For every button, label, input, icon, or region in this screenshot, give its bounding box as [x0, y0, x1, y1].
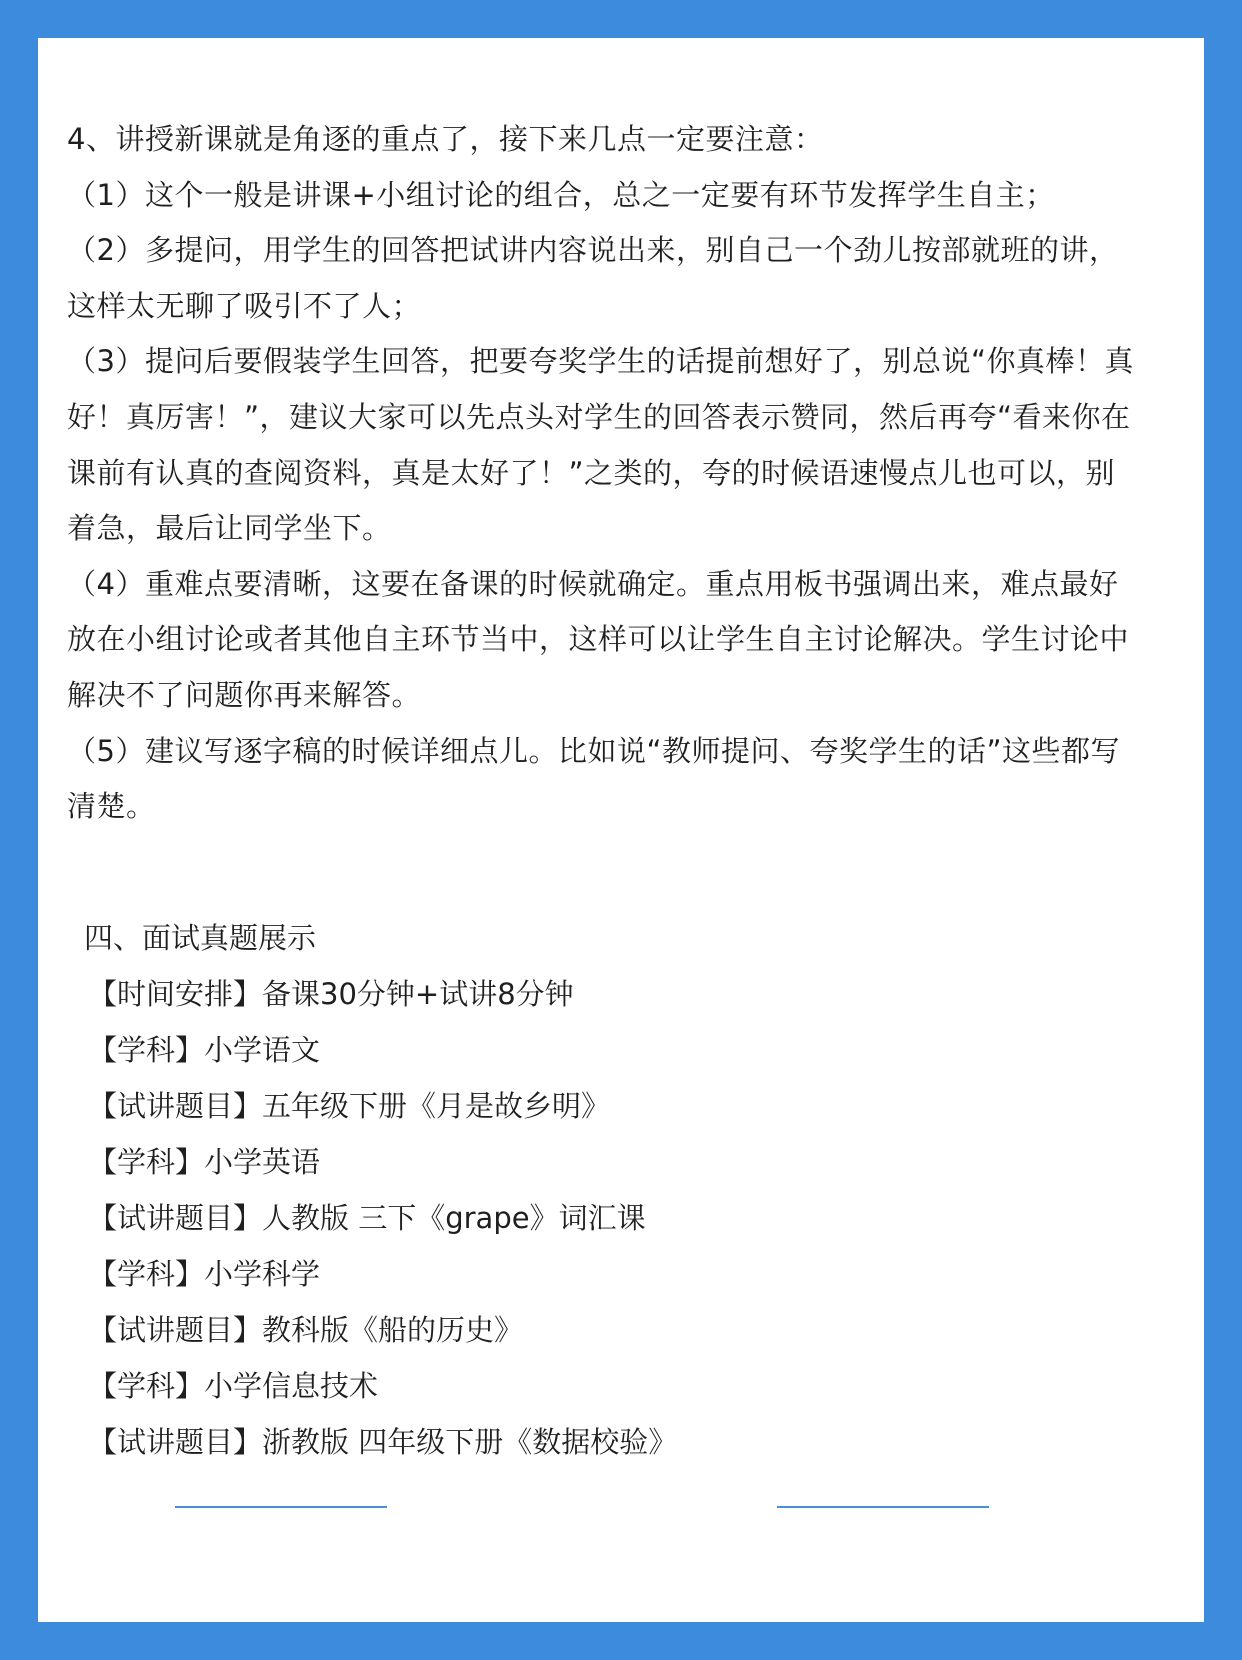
tip-item-1: （1）这个一般是讲课+小组讨论的组合，总之一定要有环节发挥学生自主；: [67, 177, 1055, 212]
exam-line: 【试讲题目】浙教版 四年级下册《数据校验》: [88, 1425, 678, 1459]
tip-item-5: （5）建议写逐字稿的时候详细点儿。比如说“教师提问、夸奖学生的话”这些都写清楚。: [67, 733, 1121, 824]
exam-line: 【试讲题目】人教版 三下《grape》词汇课: [88, 1201, 646, 1235]
tip-item-3: （3）提问后要假装学生回答，把要夸奖学生的话提前想好了，别总说“你真棒！真好！真厉害！”，建议大家可以先点头对学生的回答表示赞同，然后再夸“看来你在课前有认真的查阅资料，真是太好了！”之类的，夸的时候语速慢点儿也可以，别着急，最后让同学坐下。: [67, 344, 1134, 546]
exam-line: 【学科】小学信息技术: [88, 1369, 379, 1403]
divider-left: [175, 1506, 387, 1508]
exam-line: 【试讲题目】五年级下册《月是故乡明》: [88, 1089, 611, 1123]
exam-questions-section: [84, 910, 1084, 1470]
exam-line: 【学科】小学英语: [88, 1145, 321, 1179]
section-heading: 四、面试真题展示: [84, 921, 317, 955]
tip-item-4: （4）重难点要清晰，这要在备课的时候就确定。重点用板书强调出来，难点最好放在小组讨论或者其他自主环节当中，这样可以让学生自主讨论解决。学生讨论中解决不了问题你再来解答。: [67, 566, 1130, 712]
tip-item-2: （2）多提问，用学生的回答把试讲内容说出来，别自己一个劲儿按部就班的讲，这样太无聊了吸引不了人；: [67, 233, 1119, 323]
teaching-tips: [67, 112, 1137, 835]
tip-point-4: 4、讲授新课就是角逐的重点了，接下来几点一定要注意：: [67, 122, 824, 156]
divider-right: [777, 1506, 989, 1508]
exam-line: 【时间安排】备课30分钟+试讲8分钟: [88, 977, 574, 1011]
exam-line: 【学科】小学语文: [88, 1033, 321, 1067]
exam-line: 【学科】小学科学: [88, 1257, 321, 1291]
exam-line: 【试讲题目】教科版《船的历史》: [88, 1313, 524, 1347]
